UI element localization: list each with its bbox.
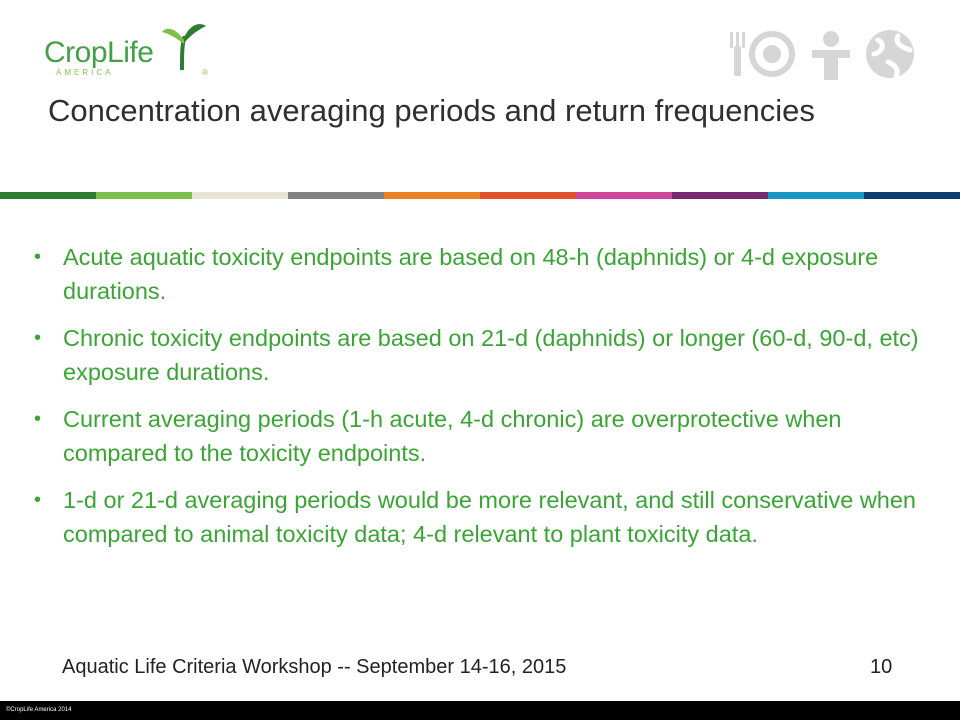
footer-text: Aquatic Life Criteria Workshop -- September 14-16, 2015	[62, 656, 567, 678]
color-band-segment	[96, 192, 192, 199]
bullet-text: Chronic toxicity endpoints are based on 21-d (daphnids) or longer (60-d, 90-d, etc) exposure durations.	[63, 325, 919, 385]
bottom-bar	[0, 701, 960, 720]
person-icon	[812, 31, 850, 80]
bullet-text: Acute aquatic toxicity endpoints are based on 48-h (daphnids) or 4-d exposure durations.	[63, 244, 879, 304]
header-icons	[728, 28, 918, 82]
bullet-list	[34, 240, 934, 564]
bullet-dot: •	[34, 246, 42, 268]
color-band-segment	[192, 192, 288, 199]
bullet-dot: •	[34, 408, 42, 430]
bullet-item	[34, 321, 934, 389]
bullet-item	[34, 402, 934, 470]
bullet-item	[34, 483, 934, 551]
bullet-text: 1-d or 21-d averaging periods would be more relevant, and still conservative when compared to animal toxicity data; 4-d relevant to plant toxicity data.	[63, 487, 916, 547]
fork-knife-plate-icon	[730, 32, 792, 76]
logo-wordmark: CropLife	[44, 36, 154, 69]
color-band-divider	[0, 192, 960, 199]
color-band-segment	[480, 192, 576, 199]
color-band-segment	[768, 192, 864, 199]
croplife-logo	[44, 22, 214, 82]
bullet-dot: •	[34, 327, 42, 349]
globe-icon	[866, 30, 914, 78]
bullet-text: Current averaging periods (1-h acute, 4-d chronic) are overprotective when compared to the toxicity endpoints.	[63, 406, 842, 466]
bullet-item	[34, 240, 934, 308]
copyright-notice: ©CropLife America 2014	[6, 707, 72, 713]
slide-title: Concentration averaging periods and return frequencies	[48, 93, 815, 128]
color-band-segment	[384, 192, 480, 199]
sprout-icon	[160, 22, 206, 70]
color-band-segment	[288, 192, 384, 199]
logo-subtitle: AMERICA	[56, 68, 114, 77]
logo-registered: ®	[202, 68, 208, 77]
color-band-segment	[0, 192, 96, 199]
color-band-segment	[672, 192, 768, 199]
color-band-segment	[576, 192, 672, 199]
bullet-dot: •	[34, 489, 42, 511]
page-number: 10	[870, 656, 893, 678]
color-band-segment	[864, 192, 960, 199]
